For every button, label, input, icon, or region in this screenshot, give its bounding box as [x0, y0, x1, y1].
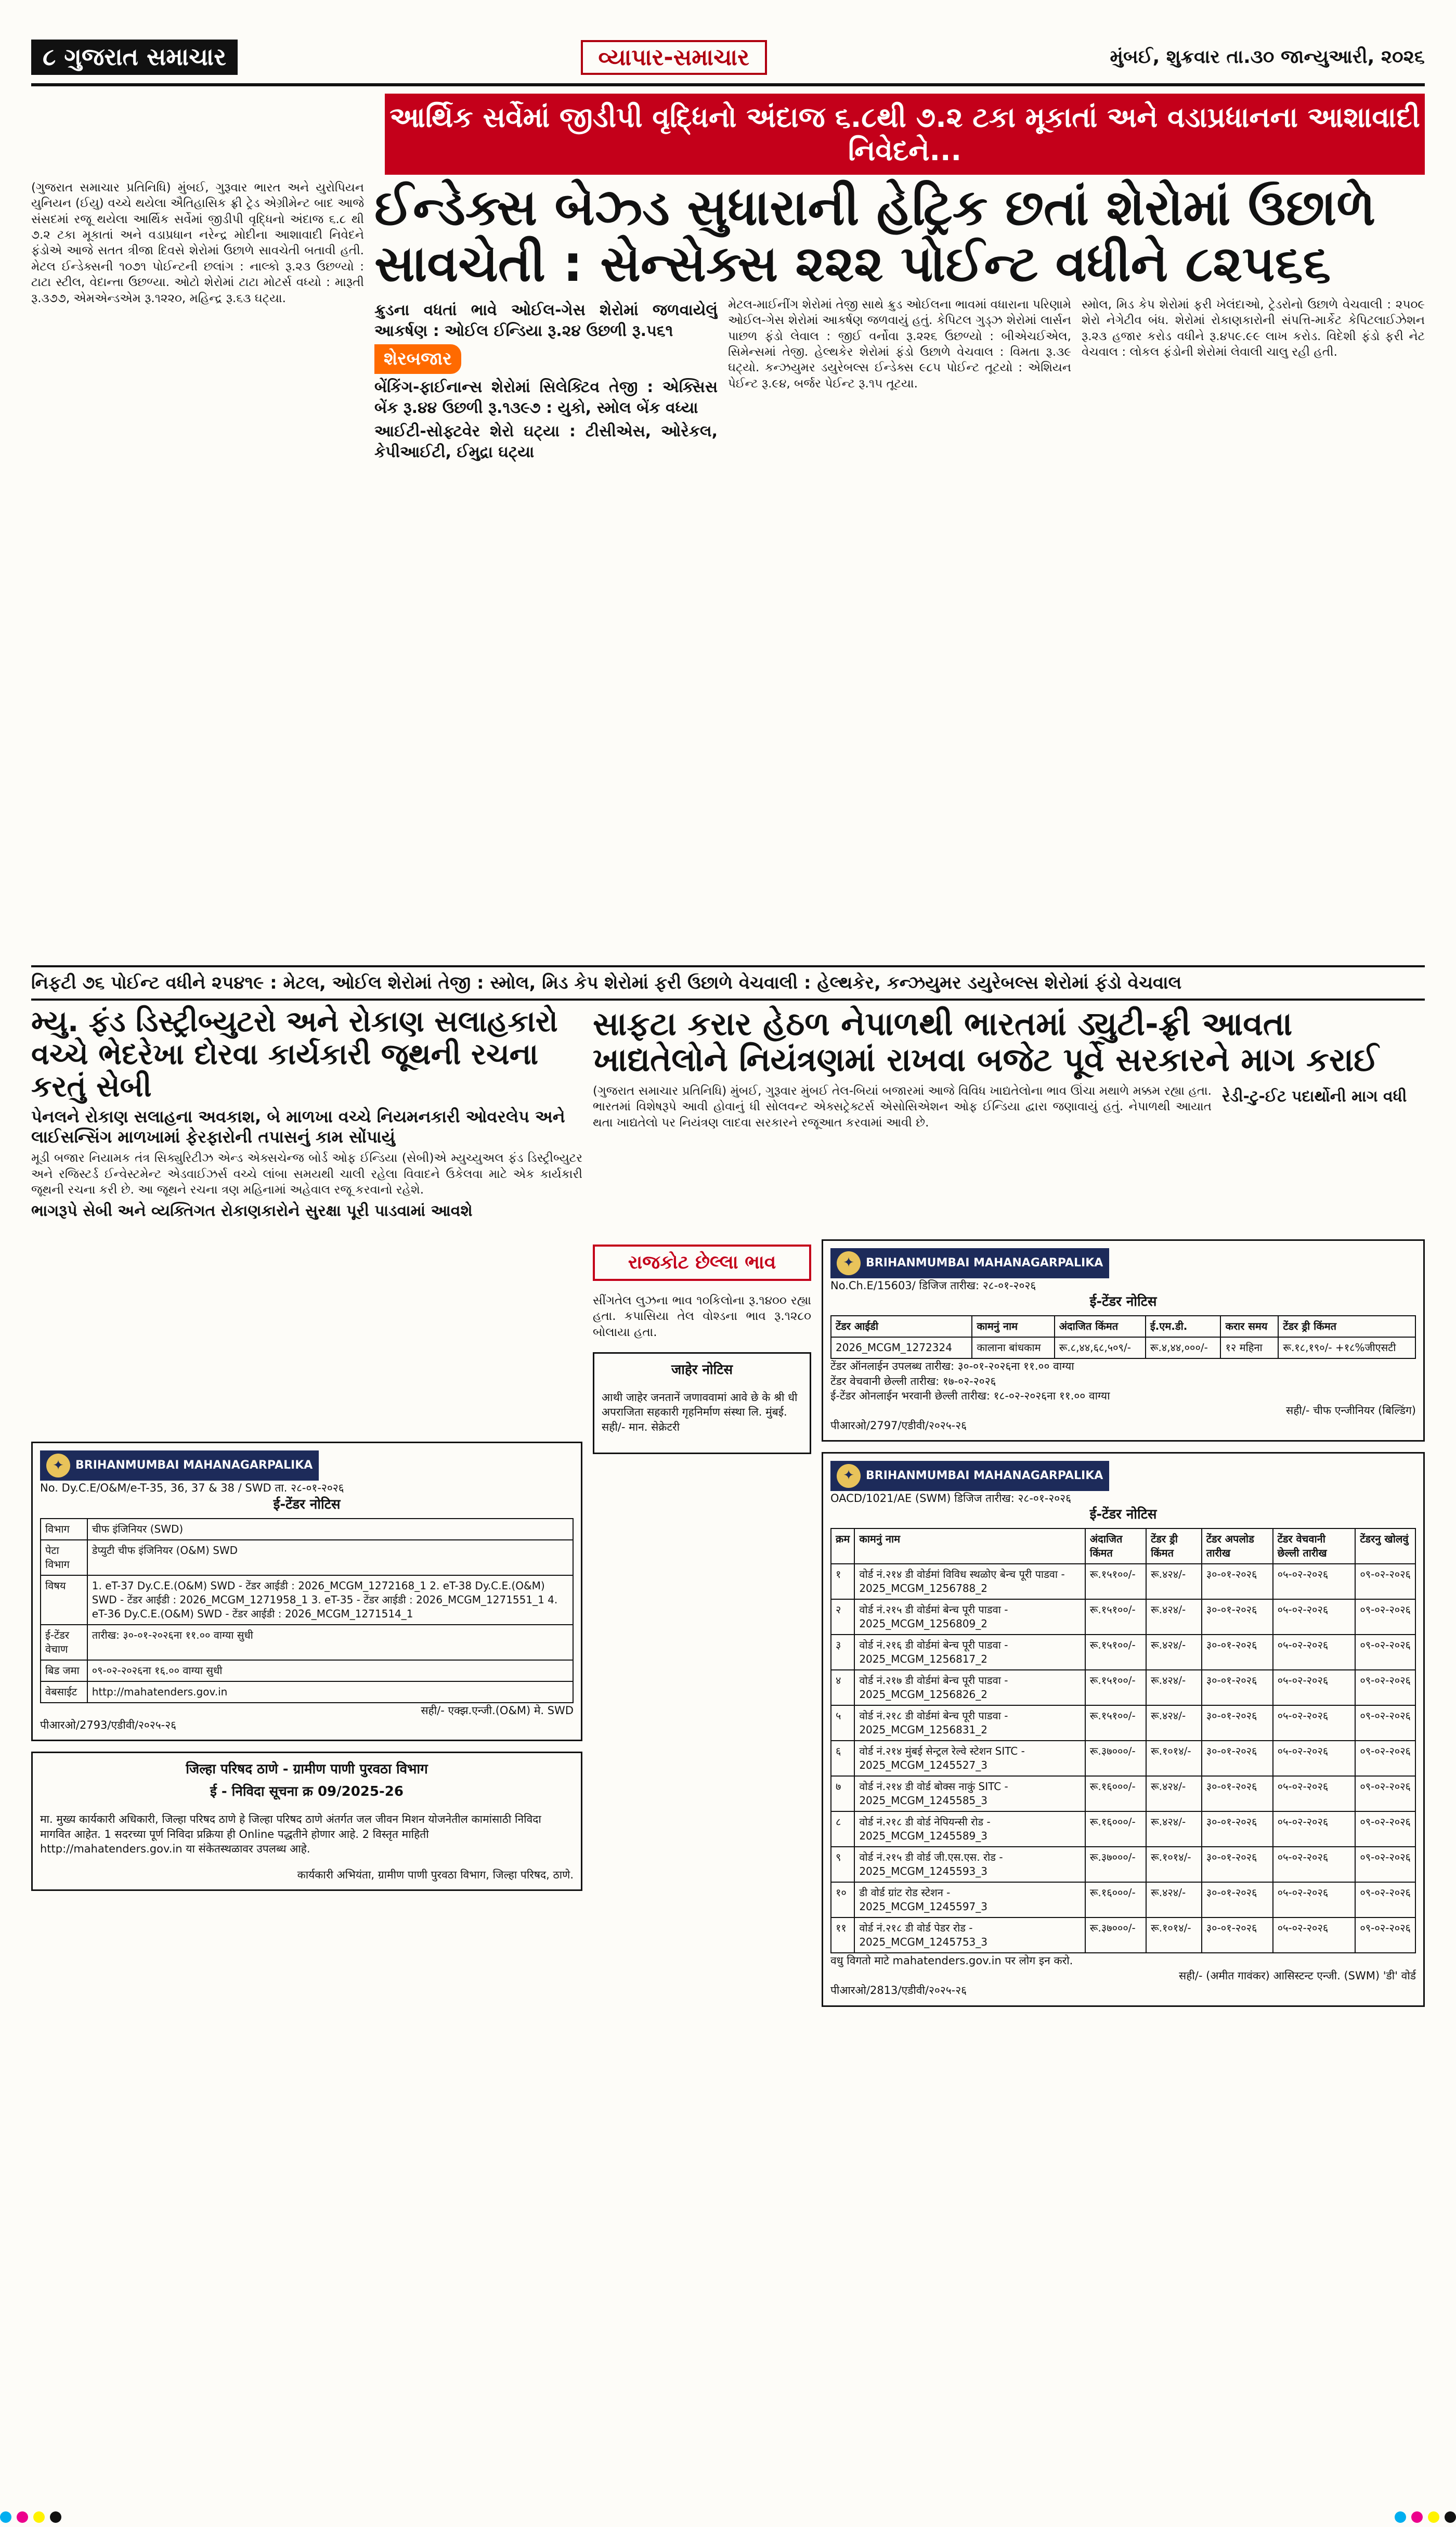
table-cell: ०५-०२-२०२६ [1273, 1670, 1356, 1705]
table-row [831, 1811, 1415, 1847]
table-cell: ०९-०२-२०२६ [1355, 1564, 1415, 1599]
rajkot-label: રાજકોટ છેલ્લા ભાવ [593, 1245, 811, 1281]
table-cell: रू.४२४/- [1146, 1635, 1202, 1670]
tender1-ref: No. Dy.C.E/O&M/e-T-35, 36, 37 & 38 / SWD ता. २८-०१-२०२६ [40, 1482, 344, 1495]
table-cell: रू.१५१००/- [1085, 1564, 1146, 1599]
table-cell: ३०-०१-२०२६ [1202, 1847, 1273, 1882]
table-row [41, 1575, 573, 1625]
black-dot-icon [1445, 2511, 1456, 2523]
table-row [41, 1660, 573, 1681]
tender3-date: टेंडर ऑनलाईन उपलब्ध तारीख: ३०-०१-२०२६ना ११.०० वाग्या [830, 1360, 1074, 1373]
table-cell: रू.१५१००/- [1085, 1705, 1146, 1741]
table-row [831, 1882, 1415, 1917]
table-cell: ०५-०२-२०२६ [1273, 1599, 1356, 1635]
tender4-ref: OACD/1021/AE (SWM) डिजिज तारीख: २८-०१-२०२६ [830, 1492, 1071, 1505]
tender1-value: तारीख: ३०-०१-२०२६ना ११.०० वाग्या सुधी [87, 1625, 573, 1660]
public-notice [593, 1352, 811, 1454]
sebi-subhead: પેનલને રોકાણ સલાહના અવકાશ, બે માળખા વચ્ચે નિયમનકારી ઓવરલેપ અને લાઈસન્સિંગ માળખામાં ફેરફારોની તપાસનું કામ સોંપાયું [31, 1107, 565, 1147]
table-cell: रू.४२४/- [1146, 1599, 1202, 1635]
table-cell: वोर्ड नं.२१८ डी वोर्ड नेपियन्सी रोड - 2025_MCGM_1245589_3 [854, 1811, 1085, 1847]
tender1-key: विषय [41, 1575, 87, 1625]
tender-notice-swm [822, 1452, 1425, 2006]
table-cell: ३०-०१-२०२६ [1202, 1670, 1273, 1705]
column-header: टेंडर ड्री किंमत [1146, 1528, 1202, 1564]
table-cell: वोर्ड नं.२१४ डी वोर्डमां विविध स्थळोए बेन्च पूरी पाडवा - 2025_MCGM_1256788_2 [854, 1564, 1085, 1599]
table-cell: रू.४२४/- [1146, 1811, 1202, 1847]
tender1-key: बिड जमा [41, 1660, 87, 1681]
table-row [831, 1776, 1415, 1811]
table-cell: ८ [831, 1811, 854, 1847]
column-header: कामनुं नाम [972, 1316, 1054, 1337]
lead-right-column [1082, 297, 1425, 465]
tender2-sign: कार्यकारी अभियंता, ग्रामीण पाणी पुरवठा विभाग, जिल्हा परिषद, ठाणे. [297, 1868, 574, 1881]
table-cell: वोर्ड नं.२१७ डी वोर्डमां बेन्च पूरी पाडवा - 2025_MCGM_1256826_2 [854, 1670, 1085, 1705]
nepal-text: (ગુજરાત સમાચાર પ્રતિનિધિ) મુંબઈ, ગુરૂવાર મુંબઈ તેલ-બિયાં બજારમાં આજે વિવિધ ખાદ્યતેલોના ભાવ ઊંચા મથાળે મક્કમ રહ્યા હતા. ભારતમાં વિશેષરૂપે આવી હોવાનું ધી સોલવન્ટ એક્સટ્રેક્ટર્સ એસોસિએશન ઓફ ઈન્ડિયા દ્વારા જણાવાયું હતું. નેપાળથી આયાત થતા ખાદ્યતેલો પર નિયંત્રણ લાદવા સરકારને રજૂઆત કરવામાં આવી છે. [593, 1084, 1212, 1130]
table-cell: ०९-०२-२०२६ [1355, 1670, 1415, 1705]
table-cell: २ [831, 1599, 854, 1635]
table-cell: ०५-०२-२०२६ [1273, 1776, 1356, 1811]
notice-body: आथी जाहेर जनतानें जणाववामां आवे छे के श्री धी अपराजिता सहकारी गृहनिर्माण संस्था लि. मुंबई. सही/- मान. सेक्रेटरी [602, 1391, 798, 1433]
masthead [31, 31, 1425, 86]
issue-date: મુંબઈ, શુક્રવાર તા.૩૦ જાન્યુઆરી, ૨૦૨૬ [1110, 46, 1425, 68]
table-cell: ३०-०१-२०२६ [1202, 1705, 1273, 1741]
table-cell: ०५-०२-२०२६ [1273, 1705, 1356, 1741]
table-cell: ९ [831, 1847, 854, 1882]
table-row [831, 1564, 1415, 1599]
table-cell: रू.४२४/- [1146, 1705, 1202, 1741]
table-cell: डी वोर्ड ग्रांट रोड स्टेशन - 2025_MCGM_1245597_3 [854, 1882, 1085, 1917]
tender4-title: ई-टेंडर नोटिस [1089, 1507, 1157, 1523]
table-header-row [831, 1528, 1415, 1564]
lead-subhead: ક્રુડના વધતાં ભાવે ઓઈલ-ગેસ શેરોમાં જળવાયેલું આકર્ષણ : ઓઈલ ઈન્ડિયા રૂ.૨૪ ઉછળી રૂ.૫૬૧ [374, 301, 718, 340]
tender3-ref: No.Ch.E/15603/ डिजिज तारीख: २८-०१-२०२६ [830, 1279, 1036, 1292]
table-cell: ०९-०२-२०२६ [1355, 1847, 1415, 1882]
table-row [831, 1599, 1415, 1635]
table-cell: ०५-०२-२०२६ [1273, 1635, 1356, 1670]
left-section [31, 1006, 582, 2496]
page-number: ૮ [43, 43, 56, 71]
table-cell: ३०-०१-२०२६ [1202, 1741, 1273, 1776]
table-row [831, 1670, 1415, 1705]
tender4-sign: सही/- (अमीत गावंकर) आसिस्टन्ट एन्जी. (SWM) 'डी' वोर्ड [1179, 1969, 1416, 1982]
top-banner: આર્થિક સર્વેમાં જીડીપી વૃદ્ધિનો અંદાજ ૬.૮થી ૭.૨ ટકા મૂકાતાં અને વડાપ્રધાનના આશાવાદી નિવેદને... [385, 94, 1425, 175]
table-row [831, 1705, 1415, 1741]
column-header: अंदाजित किंमत [1055, 1316, 1146, 1337]
table-cell: ३०-०१-२०२६ [1202, 1882, 1273, 1917]
table-cell: वोर्ड नं.२१६ डी वोर्डमां बेन्च पूरी पाडवा - 2025_MCGM_1256817_2 [854, 1635, 1085, 1670]
table-row [831, 1917, 1415, 1953]
lead-mid-column [374, 297, 718, 465]
rajkot-column [593, 1239, 811, 2007]
tender4-table [830, 1528, 1416, 1953]
table-cell: रू.३७०००/- [1085, 1741, 1146, 1776]
table-cell: रू.८,४४,६८,५०९/- [1055, 1337, 1146, 1358]
table-row [831, 1337, 1415, 1358]
table-cell: ०९-०२-२०२६ [1355, 1811, 1415, 1847]
tender1-title: ई-टेंडर नोटिस [273, 1496, 341, 1512]
magenta-dot-icon [17, 2511, 28, 2523]
bmc-seal-icon: ✦ [837, 1251, 861, 1275]
table-cell: ३०-०१-२०२६ [1202, 1776, 1273, 1811]
bmc-seal-icon: ✦ [837, 1464, 861, 1488]
cyan-dot-icon [1395, 2511, 1406, 2523]
table-cell: रू.३७०००/- [1085, 1847, 1146, 1882]
table-cell: ०९-०२-२०२६ [1355, 1741, 1415, 1776]
bmc-name: BRIHANMUMBAI MAHANAGARPALIKA [866, 1469, 1103, 1483]
table-cell: ३०-०१-२०२६ [1202, 1635, 1273, 1670]
bmc-name: BRIHANMUMBAI MAHANAGARPALIKA [75, 1459, 313, 1472]
nepal-body [593, 1083, 1212, 1239]
column-header: क्रम [831, 1528, 854, 1564]
it-subhead: આઈટી-સોફ્ટવેર શેરો ઘટ્યા : ટીસીએસ, ઓરેકલ, કેપીઆઈટી, ઈમુદ્રા ઘટ્યા [374, 422, 718, 461]
table-cell: वोर्ड नं.२१५ डी वोर्डमां बेन्च पूरी पाडवा - 2025_MCGM_1256809_2 [854, 1599, 1085, 1635]
table-cell: वोर्ड नं.२१५ डी वोर्ड जी.एस.एस. रोड - 2025_MCGM_1245593_3 [854, 1847, 1085, 1882]
tender1-key: पेटा विभाग [41, 1540, 87, 1575]
table-cell: रू.१०१४/- [1146, 1741, 1202, 1776]
magenta-dot-icon [1411, 2511, 1423, 2523]
sebi-body [31, 1150, 582, 1442]
bank-subhead: બેંકિંગ-ફાઈનાન્સ શેરોમાં સિલેક્ટિવ તેજી : એક્સિસ બેંક રૂ.૪૪ ઉછળી રૂ.૧૩૯૭ : યુકો, સ્મોલ બેંક વધ્યા [374, 378, 718, 417]
tender1-value: 1. eT-37 Dy.C.E.(O&M) SWD - टेंडर आईडी : 2026_MCGM_1272168_1 2. eT-38 Dy.C.E.(O&M) SWD - टेंडर आईडी : 2026_MCGM_1271958_1 3. eT-35 - टेंडर आईडी : 2026_MCGM_1271551_1 4. eT-36 Dy.C.E.(O&M) SWD - टेंडर आईडी : 2026_MCGM_1271514_1 [87, 1575, 573, 1625]
paper-title: ગુજરાત સમાચાર [64, 43, 226, 71]
table-row [831, 1635, 1415, 1670]
table-cell: वोर्ड नं.२१८ डी वोर्ड पेडर रोड - 2025_MCGM_1245753_3 [854, 1917, 1085, 1953]
tender2-body: मा. मुख्य कार्यकारी अधिकारी, जिल्हा परिषद ठाणे हे जिल्हा परिषद ठाणे अंतर्गत जल जीवन मिशन योजनेतील कामांसाठी निविदा मागवित आहेत. 1 सदरच्या पूर्ण निविदा प्रक्रिया ही Online पद्धतीने होणार आहे. 2 विस्तृत माहिती http://mahatenders.gov.in या संकेतस्थळावर उपलब्ध आहे. [40, 1813, 541, 1856]
lead-story [374, 180, 1425, 960]
column-header: टेंडर वेचवानी छेल्ली तारीख [1273, 1528, 1356, 1564]
table-cell: रू.१०१४/- [1146, 1847, 1202, 1882]
sebi-subhead-2: ભાગરૂપે સેબી અને વ્યક્તિગત રોકાણકારોને સુરક્ષા પૂરી પાડવામાં આવશે [31, 1202, 473, 1221]
notice-title: जाहेर नोटिस [671, 1362, 733, 1378]
tender1-key: विभाग [41, 1519, 87, 1540]
bmc-logo [830, 1248, 1109, 1278]
table-cell: ०९-०२-२०२६ [1355, 1635, 1415, 1670]
cyan-dot-icon [0, 2511, 11, 2523]
table-cell: ०५-०२-२०२६ [1273, 1917, 1356, 1953]
table-cell: वोर्ड नं.२१८ डी वोर्डमां बेन्च पूरी पाडवा - 2025_MCGM_1256831_2 [854, 1705, 1085, 1741]
column-header: कामनुं नाम [854, 1528, 1085, 1564]
table-row [41, 1519, 573, 1540]
table-cell: कालाना बांधकाम [972, 1337, 1054, 1358]
paper-name [31, 40, 238, 75]
tender1-value: चीफ इंजिनियर (SWD) [87, 1519, 573, 1540]
table-cell: ०५-०२-२०२६ [1273, 1564, 1356, 1599]
right-section [593, 1006, 1425, 2496]
table-cell: रू.४२४/- [1146, 1882, 1202, 1917]
bmc-name: BRIHANMUMBAI MAHANAGARPALIKA [866, 1256, 1103, 1270]
table-cell: ०५-०२-२०२६ [1273, 1811, 1356, 1847]
table-cell: ३०-०१-२०२६ [1202, 1917, 1273, 1953]
nepal-headline: સાફટા કરાર હેઠળ નેપાળથી ભારતમાં ડ્યુટી-ફ્રી આવતા ખાદ્યતેલોને નિયંત્રણમાં રાખવા બજેટ પૂર્વે સરકારને માગ કરાઈ [593, 1005, 1379, 1079]
tender3-sign: सही/- चीफ एन्जीनियर (बिल्डिंग) [1286, 1404, 1416, 1417]
table-cell: रू.४२४/- [1146, 1776, 1202, 1811]
table-cell: रू.१६०००/- [1085, 1776, 1146, 1811]
column-header: ई.एम.डी. [1146, 1316, 1221, 1337]
table-cell: रू.४२४/- [1146, 1564, 1202, 1599]
tender2-org: जिल्हा परिषद ठाणे - ग्रामीण पाणी पुरवठा विभाग [186, 1761, 428, 1778]
table-cell: रू.१६०००/- [1085, 1811, 1146, 1847]
table-cell: रू.१०१४/- [1146, 1917, 1202, 1953]
lead-headline-2: સાવચેતી : સેન્સેક્સ ૨૨૨ પોઈન્ટ વધીને ૮૨૫૬૬ [374, 234, 1331, 293]
tender3-date: टेंडर वेचवानी छेल्ली तारीख: १७-०२-२०२६ [830, 1375, 996, 1388]
bmc-logo [40, 1450, 319, 1481]
section-title: વ્યાપાર-સમાચાર [581, 40, 767, 75]
newspaper-page [31, 31, 1425, 2496]
table-cell: ०५-०२-२०२६ [1273, 1741, 1356, 1776]
table-cell: ०५-०२-२०२६ [1273, 1847, 1356, 1882]
tender3-date: ई-टेंडर ओनलाईन भरवानी छेल्ली तारीख: १८-०२-२०२६ना ११.०० वाग्या [830, 1390, 1110, 1402]
sebi-text: મૂડી બજાર નિયામક તંત્ર સિક્યુરિટીઝ એન્ડ એક્સચેન્જ બોર્ડ ઓફ ઈન્ડિયા (સેબી)એ મ્યુચ્યુઅલ ફંડ ડિસ્ટ્રીબ્યુટર અને રજિસ્ટર્ડ ઈન્વેસ્ટમેન્ટ એડવાઈઝર્સ વચ્ચે લાંબા સમયથી ચાલી રહેલા વિવાદને ઉકેલવા માટે એક કાર્યકારી જૂથની રચના કરી છે. આ જૂથને રચના ત્રણ મહિનામાં અહેવાલ રજૂ કરવાનો રહેશે. [31, 1151, 582, 1197]
table-row [41, 1681, 573, 1703]
rajkot-text: સીંગતેલ લુઝના ભાવ ૧૦કિલોના રૂ.૧૪૦૦ રહ્યા હતા. કપાસિયા તેલ વોશ્ડના ભાવ રૂ.૧૨૮૦ બોલાયા હતા. [593, 1293, 811, 1339]
tender3-code: पीआरओ/2797/एडीवी/२०२५-२६ [830, 1419, 967, 1432]
column-header: टेंडर ड्री किंमत [1278, 1316, 1415, 1337]
table-cell: ३ [831, 1635, 854, 1670]
tender1-value[interactable]: http://mahatenders.gov.in [87, 1681, 573, 1703]
table-cell: ०९-०२-२०२६ [1355, 1917, 1415, 1953]
tender2-title: ई - निविदा सूचना क्र 09/2025-26 [210, 1784, 404, 1800]
black-dot-icon [50, 2511, 61, 2523]
tender-notice-building [822, 1239, 1425, 1442]
table-cell: १२ महिना [1220, 1337, 1278, 1358]
table-row [41, 1540, 573, 1575]
table-cell: १० [831, 1882, 854, 1917]
table-cell: वोर्ड नं.२१४ मुंबई सेन्ट्रल रेल्वे स्टेशन SITC - 2025_MCGM_1245527_3 [854, 1741, 1085, 1776]
tender-notice-thane [31, 1752, 582, 1891]
table-cell: ०९-०२-२०२६ [1355, 1882, 1415, 1917]
tender-notice-swd [31, 1442, 582, 1741]
table-cell: ०५-०२-२०२६ [1273, 1882, 1356, 1917]
lead-center-text: મેટલ-માઈનીંગ શેરોમાં તેજી સાથે ક્રુડ ઓઈલના ભાવમાં વધારાના પરિણામે ઓઈલ-ગેસ શેરોમાં આકર્ષણ જળવાયું હતું. કેપિટલ ગુડ્ઝ શેરોમાં લાર્સન પાછળ ફંડો લેવાલ : જીઈ વર્નોવા રૂ.૨૨૬ ઉછળ્યો : બીએચઈએલ, સિમેન્સમાં તેજી. હેલ્થકેર શેરોમાં ફંડો ઉછાળે વેચવાલ : વિમતા રૂ.૩૯ ઘટ્યો. કન્ઝયુમર ડયુરેબલ્સ ઈન્ડેક્સ ૯૮૫ પોઈન્ટ તૂટયો : એશિયન પેઈન્ટ રૂ.૯૪, બર્જર પેઈન્ટ રૂ.૧૫ તૂટયા. [728, 298, 1071, 391]
table-cell: रू.४२४/- [1146, 1670, 1202, 1705]
table-header-row [831, 1316, 1415, 1337]
tender4-note: वधु विगतो माटे mahatenders.gov.in पर लोग इन करो. [830, 1954, 1073, 1967]
table-cell: ३०-०१-२०२६ [1202, 1811, 1273, 1847]
tender3-table [830, 1315, 1416, 1359]
table-cell: १ [831, 1564, 854, 1599]
table-cell: वोर्ड नं.२१४ डी वोर्ड बोक्स नाकुं SITC - 2025_MCGM_1245585_3 [854, 1776, 1085, 1811]
table-cell: रू.३७०००/- [1085, 1917, 1146, 1953]
nifty-ticker: નિફટી ૭૬ પોઈન્ટ વધીને ૨૫૪૧૯ : મેટલ, ઓઈલ શેરોમાં તેજી : સ્મોલ, મિડ કેપ શેરોમાં ફરી ઉછાળે વેચવાલી : હેલ્થકેર, કન્ઝયુમર ડયુરેબલ્સ શેરોમાં ફંડો વેચવાલ [31, 965, 1425, 1001]
yellow-dot-icon [1428, 2511, 1439, 2523]
tender3-title: ई-टेंडर नोटिस [1089, 1294, 1157, 1310]
sebi-headline: મ્યુ. ફંડ ડિસ્ટ્રીબ્યુટરો અને રોકાણ સલાહકારો વચ્ચે ભેદરેખા દોરવા કાર્યકારી જૂથની રચના કરતું સેબી [31, 1005, 558, 1104]
column-header: टेंडर अपलोड तारीख [1202, 1528, 1273, 1564]
tender1-table [40, 1518, 574, 1703]
column-header: टेंडरनु खोलवुं [1355, 1528, 1415, 1564]
sharebazar-badge: શેરબજાર [374, 344, 461, 374]
table-cell: ६ [831, 1741, 854, 1776]
table-row [831, 1741, 1415, 1776]
lead-center-column [728, 297, 1071, 465]
bmc-seal-icon: ✦ [46, 1454, 70, 1478]
table-cell: ५ [831, 1705, 854, 1741]
table-cell: ३०-०१-२०२६ [1202, 1599, 1273, 1635]
table-cell: ११ [831, 1917, 854, 1953]
lead-headline-1: ઈન્ડેક્સ બેઝ્ડ સુધારાની હેટ્રિક છતાં શેરોમાં ઉછાળે [374, 178, 1376, 237]
table-cell: ३०-०१-२०२६ [1202, 1564, 1273, 1599]
table-row [41, 1625, 573, 1660]
table-cell: ७ [831, 1776, 854, 1811]
table-cell: रू.१५१००/- [1085, 1599, 1146, 1635]
table-cell: रू.१८,१९०/- +१८%जीएसटी [1278, 1337, 1415, 1358]
bmc-logo [830, 1461, 1109, 1491]
tender-column [822, 1239, 1425, 2007]
yellow-dot-icon [33, 2511, 45, 2523]
tender1-value: डेप्युटी चीफ इंजिनियर (O&M) SWD [87, 1540, 573, 1575]
lead-left-column [31, 180, 364, 960]
table-cell: रू.१५१००/- [1085, 1670, 1146, 1705]
tender1-sign: सही/- एक्झ.एन्जी.(O&M) मे. SWD [421, 1704, 574, 1717]
table-row [831, 1847, 1415, 1882]
column-header: टेंडर आईडी [831, 1316, 972, 1337]
print-registration-marks [0, 2511, 1456, 2523]
color-dots-right [1395, 2511, 1456, 2523]
table-cell: ०९-०२-२०२६ [1355, 1776, 1415, 1811]
column-header: अंदाजित किंमत [1085, 1528, 1146, 1564]
tender4-code: पीआरओ/2813/एडीवी/२०२५-२६ [830, 1984, 967, 1997]
table-cell: ४ [831, 1670, 854, 1705]
tender1-code: पीआरओ/2793/एडीवी/२०२५-२६ [40, 1718, 177, 1731]
column-header: करार समय [1220, 1316, 1278, 1337]
color-dots-left [0, 2511, 61, 2523]
table-cell: ०९-०२-२०२६ [1355, 1599, 1415, 1635]
table-cell: रू.१५१००/- [1085, 1635, 1146, 1670]
lead-left-text: (ગુજરાત સમાચાર પ્રતિનિધિ) મુંબઈ, ગુરૂવાર ભારત અને યુરોપિયન યુનિયન (ઈયુ) વચ્ચે થયેલા ઐતિહાસિક ફ્રી ટ્રેડ એગ્રીમેન્ટ બાદ આજે સંસદમાં રજૂ થયેલા આર્થિક સર્વેમાં જીડીપી વૃદ્ધિનો અંદાજ ૬.૮ થી ૭.૨ ટકા મૂકાતાં અને વડાપ્રધાન નરેન્દ્ર મોદીના આશાવાદી નિવેદને ફંડોએ આજે સતત ત્રીજા દિવસે શેરોમાં ઉછાળે સાવચેતી બતાવી હતી. મેટલ ઈન્ડેક્સની ૧૦૭૧ પોઈન્ટની છલાંગ : નાલ્કો રૂ.૨૩ ઉછળ્યો : ટાટા સ્ટીલ, વેદાન્તા ઉછળ્યા. ઓટો શેરોમાં ટાટા મોટર્સ વધ્યો : મારૂતી રૂ.૩૭૭, એમએન્ડએમ રૂ.૧૨૨૦, મહિન્દ્ર રૂ.૬૩ ઘટ્યા. [31, 181, 364, 305]
tender1-key: ई-टेंडर वेचाण [41, 1625, 87, 1660]
table-cell: रू.१६०००/- [1085, 1882, 1146, 1917]
nepal-side-head: રેડી-ટુ-ઈટ પદાર્થોની માગ વધી [1222, 1087, 1407, 1106]
tender1-value: ०९-०२-२०२६ना १६.०० वाग्या सुधी [87, 1660, 573, 1681]
nepal-side [1222, 1083, 1425, 1239]
table-cell: रू.४,४४,०००/- [1146, 1337, 1221, 1358]
lead-right-text: સ્મોલ, મિડ કેપ શેરોમાં ફરી ખેલંદાઓ, ટ્રેડરોનો ઉછાળે વેચવાલી : ૨૫૦૯ શેરો નેગેટીવ બંધ. શેરોમાં રોકાણકારોની સંપત્તિ-માર્કેટ કેપિટલાઈઝેશન રૂ.૨૩ હજાર કરોડ વધીને રૂ.૪૫૯.૯૯ લાખ કરોડ. વિદેશી ફંડો ફરી નેટ વેચવાલ : લોકલ ફંડોની શેરોમાં લેવાલી ચાલુ રહી હતી. [1082, 298, 1425, 359]
table-cell: 2026_MCGM_1272324 [831, 1337, 972, 1358]
tender1-key: वेबसाईट [41, 1681, 87, 1703]
table-cell: ०९-०२-२०२६ [1355, 1705, 1415, 1741]
